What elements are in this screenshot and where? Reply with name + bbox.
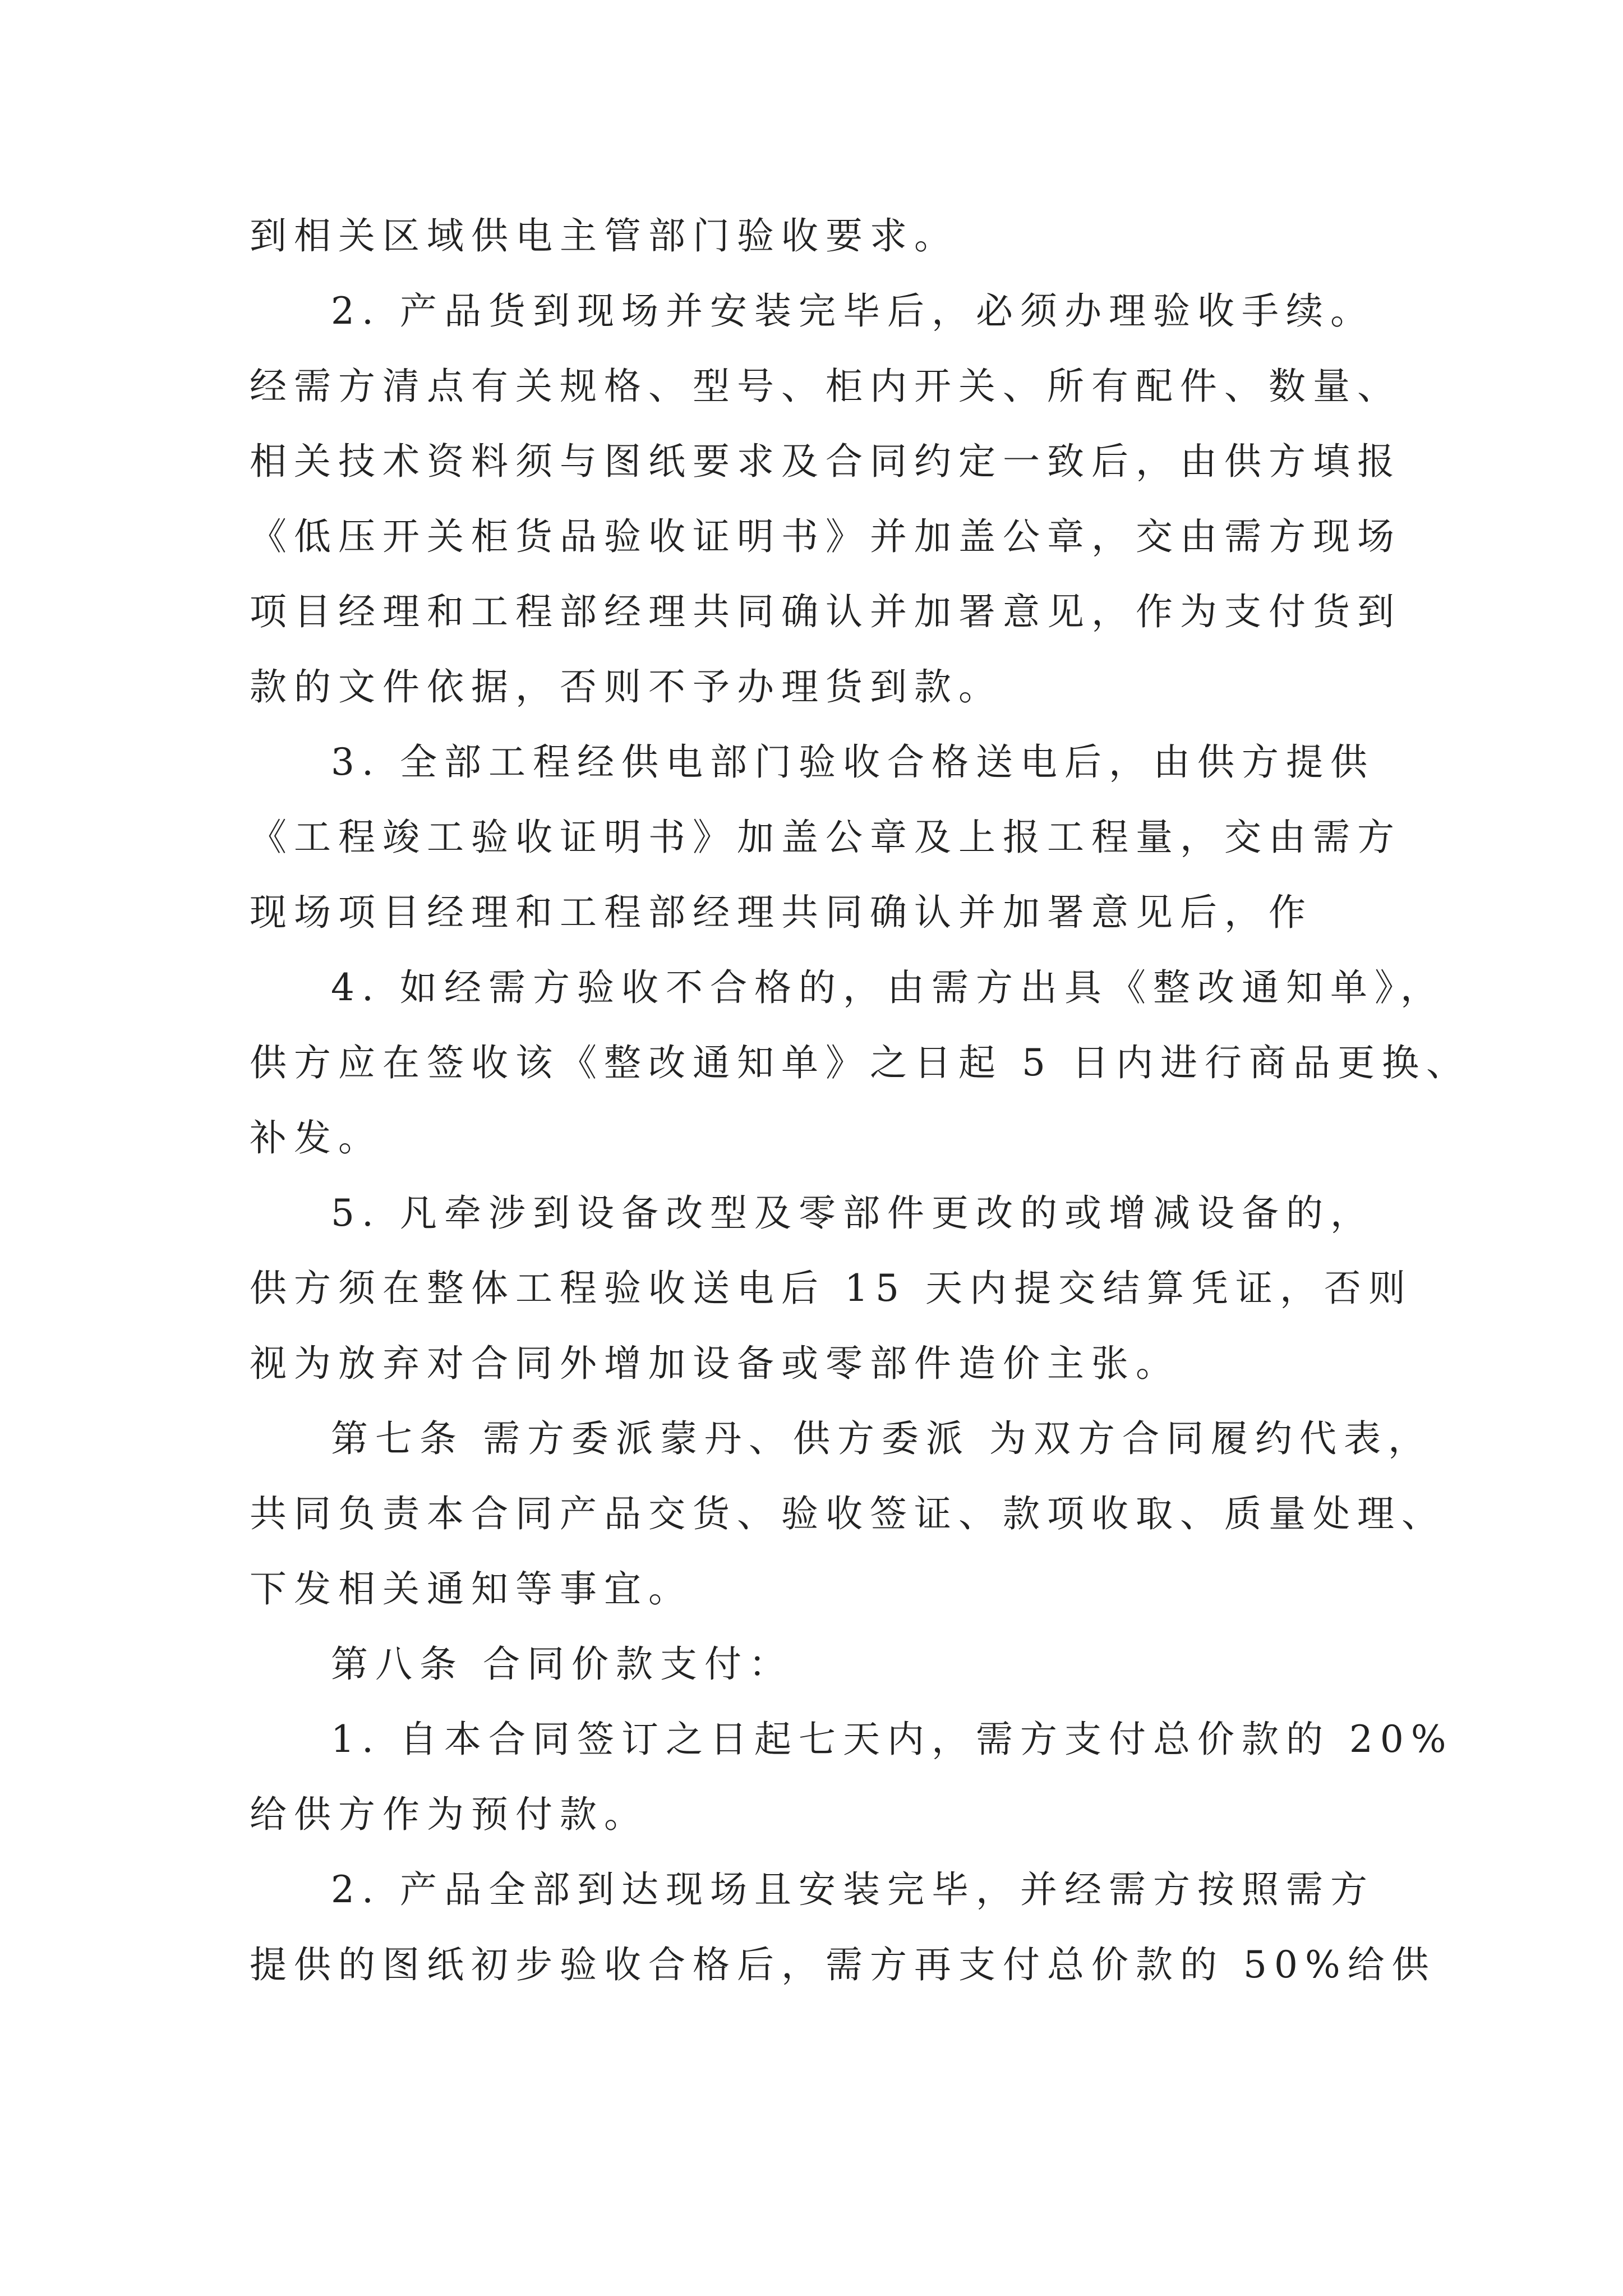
text-line: 现场项目经理和工程部经理共同确认并加署意见后，作	[250, 891, 1313, 934]
text-line: 1. 自本合同签订之日起七天内，需方支付总价款的 20%	[331, 1718, 1454, 1761]
text-line: 补发。	[250, 1116, 382, 1159]
text-line: 款的文件依据，否则不予办理货到款。	[250, 665, 1003, 708]
text-line: 第七条 需方委派蒙丹、供方委派 为双方合同履约代表，	[331, 1417, 1432, 1460]
text-line: 供方应在签收该《整改通知单》之日起 5 日内进行商品更换、	[250, 1041, 1470, 1084]
text-line: 供方须在整体工程验收送电后 15 天内提交结算凭证，否则	[250, 1267, 1413, 1310]
text-line: 相关技术资料须与图纸要求及合同约定一致后，由供方填报	[250, 440, 1401, 483]
text-line: 给供方作为预付款。	[250, 1793, 648, 1836]
text-line: 2. 产品全部到达现场且安装完毕，并经需方按照需方	[331, 1868, 1375, 1911]
text-line: 2. 产品货到现场并安装完毕后，必须办理验收手续。	[331, 289, 1375, 333]
text-line: 共同负责本合同产品交货、验收签证、款项收取、质量处理、	[250, 1492, 1446, 1535]
text-line: 项目经理和工程部经理共同确认并加署意见，作为支付货到	[250, 590, 1401, 633]
text-line: 提供的图纸初步验收合格后，需方再支付总价款的 50%给供	[250, 1943, 1436, 1986]
text-line: 下发相关通知等事宜。	[250, 1567, 693, 1611]
text-line: 3. 全部工程经供电部门验收合格送电后，由供方提供	[331, 740, 1375, 784]
text-line: 第八条 合同价款支付：	[331, 1642, 793, 1686]
text-line: 4. 如经需方验收不合格的，由需方出具《整改通知单》，	[331, 966, 1445, 1009]
text-line: 经需方清点有关规格、型号、柜内开关、所有配件、数量、	[250, 365, 1401, 408]
text-line: 到相关区域供电主管部门验收要求。	[250, 214, 958, 257]
text-line: 5. 凡牵涉到设备改型及零部件更改的或增减设备的，	[331, 1191, 1375, 1235]
text-line: 《工程竣工验收证明书》加盖公章及上报工程量，交由需方	[250, 816, 1401, 859]
text-line: 视为放弃对合同外增加设备或零部件造价主张。	[250, 1342, 1180, 1385]
text-line: 《低压开关柜货品验收证明书》并加盖公章，交由需方现场	[250, 515, 1401, 558]
